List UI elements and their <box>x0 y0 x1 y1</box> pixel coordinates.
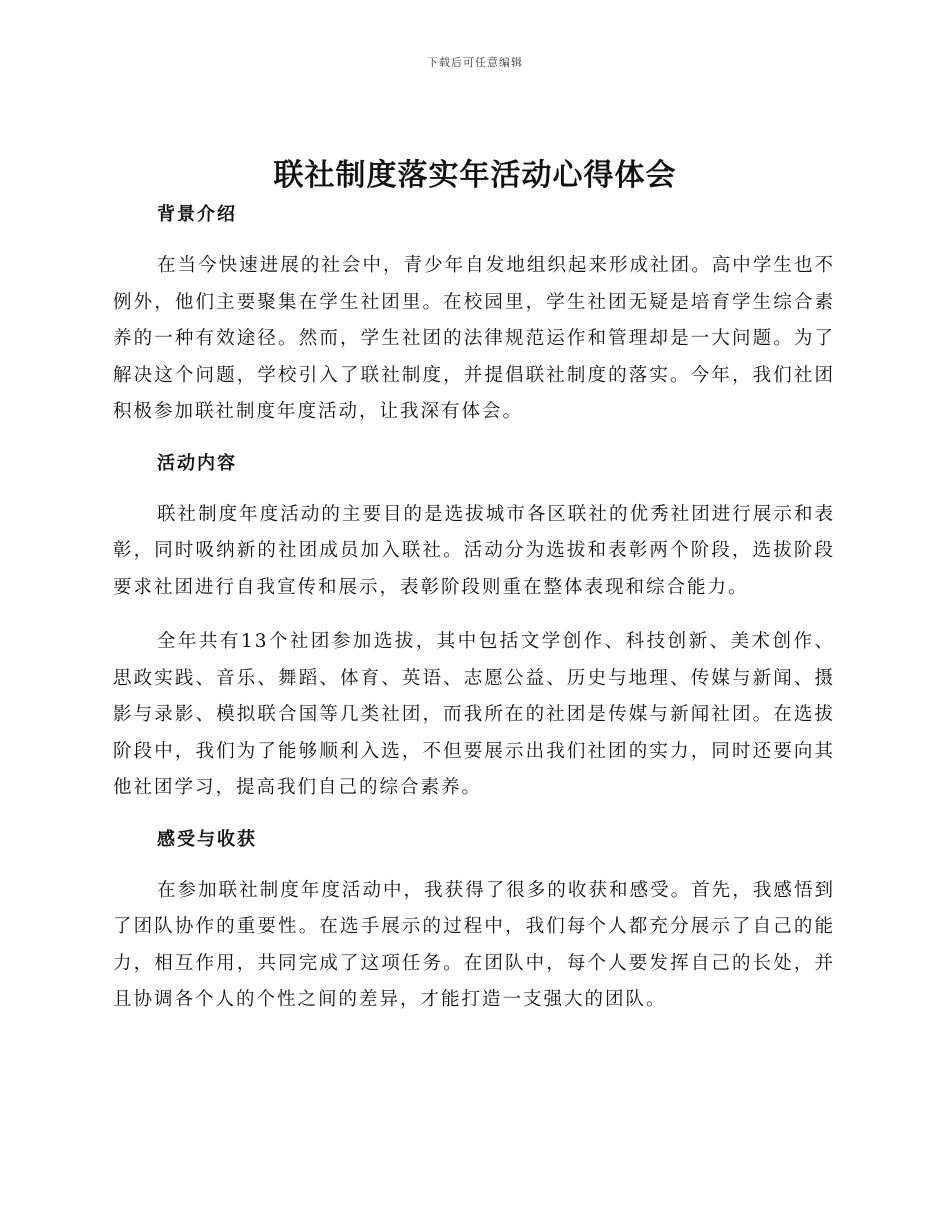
document-body <box>113 200 835 1019</box>
paragraph: 全年共有13个社团参加选拔，其中包括文学创作、科技创新、美术创作、思政实践、音乐、舞蹈、体育、英语、志愿公益、历史与地理、传媒与新闻、摄影与录影、模拟联合国等几类社团，而我所在的社团是传媒与新闻社团。在选拔阶段中，我们为了能够顺利入选，不但要展示出我们社团的实力，同时还要向其他社团学习，提高我们自己的综合素养。 <box>113 631 835 798</box>
paragraph: 联社制度年度活动的主要目的是选拔城市各区联社的优秀社团进行展示和表彰，同时吸纳新的社团成员加入联社。活动分为选拔和表彰两个阶段，选拔阶段要求社团进行自我宣传和展示，表彰阶段则重在整体表现和综合能力。 <box>113 503 835 598</box>
paragraph: 在当今快速进展的社会中，青少年自发地组织起来形成社团。高中学生也不例外，他们主要聚集在学生社团里。在校园里，学生社团无疑是培育学生综合素养的一种有效途径。然而，学生社团的法律规范运作和管理却是一大问题。为了解决这个问题，学校引入了联社制度，并提倡联社制度的落实。今年，我们社团积极参加联社制度年度活动，让我深有体会。 <box>113 255 835 422</box>
section-reflection <box>113 825 835 1019</box>
header-note: 下载后可任意编辑 <box>427 56 523 69</box>
section-heading: 感受与收获 <box>157 828 257 850</box>
section-activity <box>113 449 835 807</box>
section-heading: 背景介绍 <box>157 204 237 225</box>
section-background <box>113 200 835 431</box>
paragraph: 在参加联社制度年度活动中，我获得了很多的收获和感受。首先，我感悟到了团队协作的重要性。在选手展示的过程中，我们每个人都充分展示了自己的能力，相互作用，共同完成了这项任务。在团队中，每个人要发挥自己的长处，并且协调各个人的个性之间的差异，才能打造一支强大的团队。 <box>113 879 835 1010</box>
section-heading: 活动内容 <box>157 452 237 474</box>
document-title: 联社制度落实年活动心得体会 <box>273 158 677 193</box>
